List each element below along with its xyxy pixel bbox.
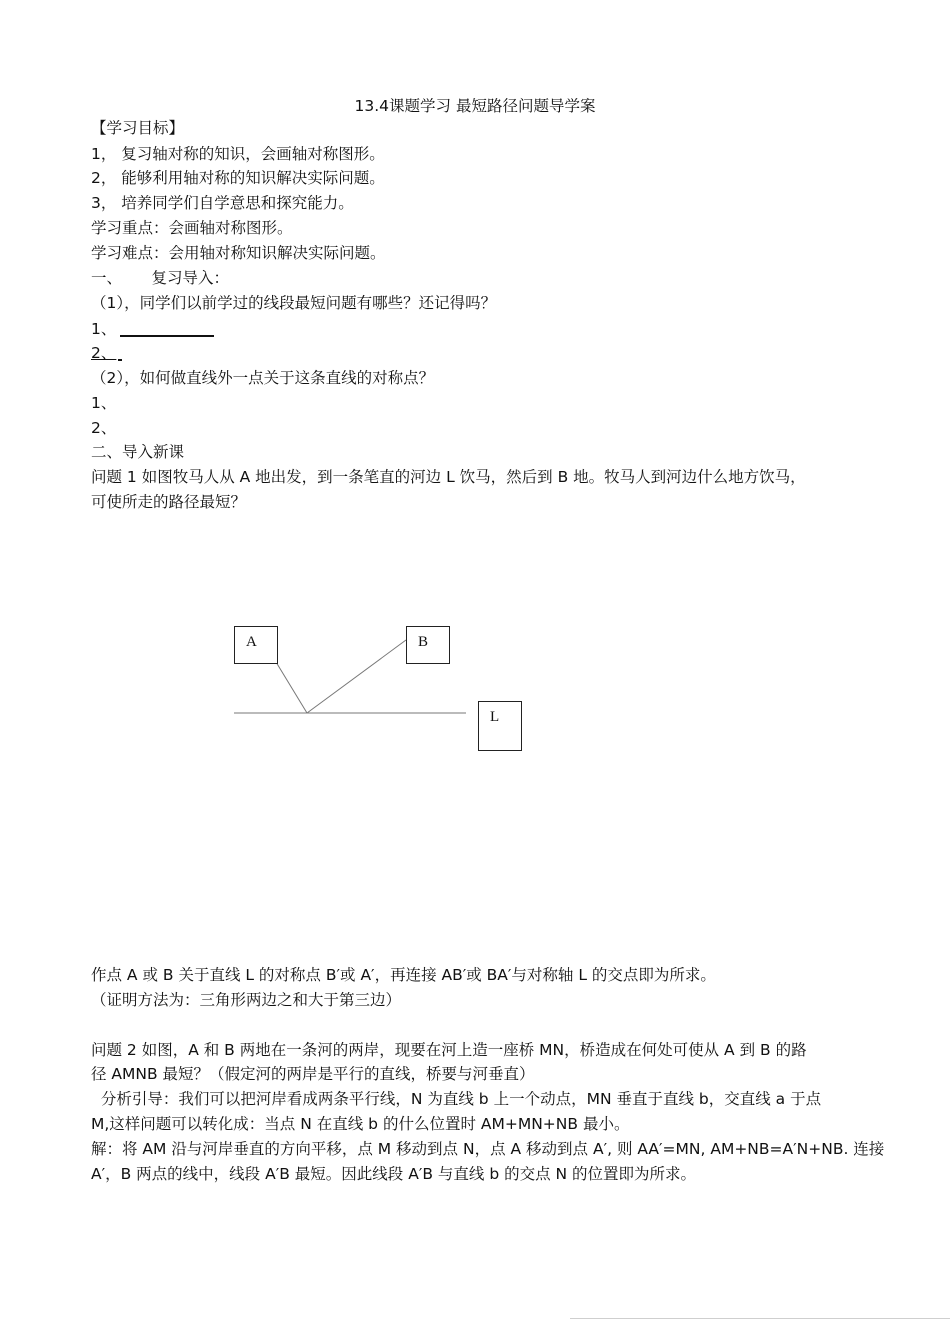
answer-line-1: 解：将 AM 沿与河岸垂直的方向平移，点 M 移动到点 N，点 A 移动到点 A′, 则 AA′=MN, AM+NB=A′N+NB. 连接 (91, 1140, 885, 1158)
problem-1-line-2: 可使所走的路径最短？ (91, 493, 247, 511)
review-q2-item-1: 1、 (91, 394, 117, 412)
path-a-to-river (276, 662, 307, 713)
page-title: 13.4课题学习 最短路径问题导学案 (354, 97, 596, 115)
answer-line-2: A′，B 两点的线中，线段 A′B 最短。因此线段 A′B 与直线 b 的交点 N 的位置即为所求。 (91, 1165, 697, 1183)
analysis-line-2: M,这样问题可以转化成：当点 N 在直线 b 的什么位置时 AM+MN+NB 最小。 (91, 1115, 630, 1133)
line-l-label: L (490, 709, 500, 725)
path-river-to-b (307, 640, 406, 713)
analysis-line-1: 分析引导：我们可以把河岸看成两条平行线，N 为直线 b 上一个动点，MN 垂直于直线 b，交直线 a 于点 (91, 1090, 822, 1108)
review-heading: 一、 复习导入： (91, 269, 230, 287)
point-a-label-box (234, 626, 278, 664)
objectives-heading: 【学习目标】 (91, 119, 185, 137)
problem-2-line-1: 问题 2 如图，A 和 B 两地在一条河的两岸，现要在河上造一座桥 MN，桥造成在何处可使从 A 到 B 的路 (91, 1041, 807, 1059)
key-point: 学习重点：会画轴对称图形。 (91, 219, 293, 237)
objective-item-3: 3， 培养同学们自学意思和探究能力。 (91, 194, 354, 212)
review-question-2: （2），如何做直线外一点关于这条直线的对称点？ (91, 369, 435, 387)
review-q2-item-2: 2、 (91, 419, 117, 437)
problem-2-line-2: 径 AMNB 最短？（假定河的两岸是平行的直线，桥要与河垂直） (91, 1065, 535, 1083)
difficulty-point: 学习难点：会用轴对称知识解决实际问题。 (91, 244, 386, 262)
point-a-label: A (246, 634, 257, 650)
point-b-label-box (406, 626, 450, 664)
review-q1-item-2-label: 2、 (91, 344, 117, 362)
problem-1-line-1: 问题 1 如图牧马人从 A 地出发，到一条笔直的河边 L 饮马，然后到 B 地。牧马人到河边什么地方饮马， (91, 468, 806, 486)
page-bottom-rule (570, 1318, 950, 1319)
review-q1-item-1-label: 1、 (91, 320, 117, 338)
proof-note: （证明方法为：三角形两边之和大于第三边） (91, 991, 402, 1009)
review-question-1: （1），同学们以前学过的线段最短问题有哪些？还记得吗？ (91, 294, 497, 312)
objective-item-2: 2， 能够利用轴对称的知识解决实际问题。 (91, 169, 385, 187)
new-lesson-heading: 二、导入新课 (91, 443, 185, 461)
objective-item-1: 1， 复习轴对称的知识，会画轴对称图形。 (91, 145, 385, 163)
solution-1: 作点 A 或 B 关于直线 L 的对称点 B′或 A′，再连接 AB′或 BA′与对称轴 L 的交点即为所求。 (91, 966, 716, 984)
point-b-label: B (418, 634, 429, 650)
line-l-label-box (478, 701, 522, 751)
